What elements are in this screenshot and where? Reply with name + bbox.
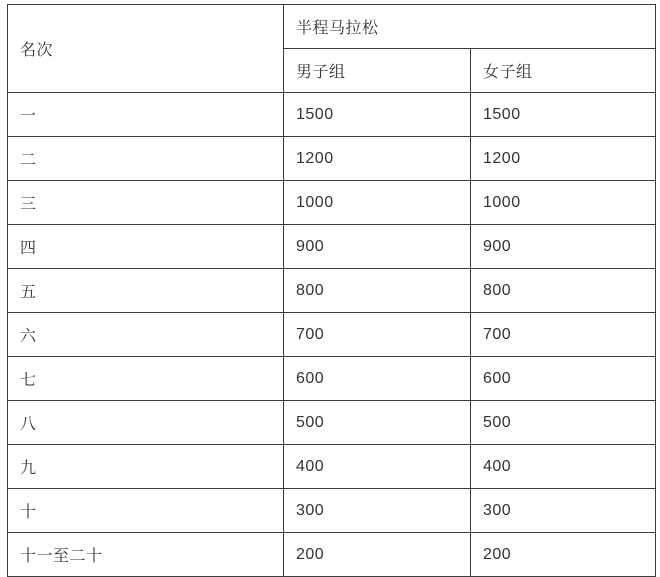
men-value-cell: 800 — [284, 269, 471, 313]
table-row — [8, 269, 656, 313]
men-value-cell: 200 — [284, 533, 471, 577]
table-row — [8, 401, 656, 445]
rank-cell: 七 — [8, 357, 284, 401]
rank-cell: 十 — [8, 489, 284, 533]
women-value-cell: 1500 — [471, 93, 656, 137]
rank-cell: 一 — [8, 93, 284, 137]
women-value-cell: 600 — [471, 357, 656, 401]
women-value-cell: 900 — [471, 225, 656, 269]
table-row — [8, 93, 656, 137]
men-value-cell: 600 — [284, 357, 471, 401]
women-value-cell: 500 — [471, 401, 656, 445]
rank-cell: 六 — [8, 313, 284, 357]
men-value-cell: 900 — [284, 225, 471, 269]
prize-table — [7, 4, 656, 577]
rank-cell: 二 — [8, 137, 284, 181]
men-value-cell: 1200 — [284, 137, 471, 181]
men-value-cell: 1500 — [284, 93, 471, 137]
header-cell-men: 男子组 — [284, 49, 471, 93]
header-row-group — [8, 5, 656, 49]
header-cell-rank: 名次 — [8, 5, 284, 93]
women-value-cell: 700 — [471, 313, 656, 357]
women-value-cell: 200 — [471, 533, 656, 577]
table-row — [8, 489, 656, 533]
table-row — [8, 445, 656, 489]
women-value-cell: 800 — [471, 269, 656, 313]
header-cell-women: 女子组 — [471, 49, 656, 93]
men-value-cell: 700 — [284, 313, 471, 357]
rank-cell: 四 — [8, 225, 284, 269]
women-value-cell: 300 — [471, 489, 656, 533]
men-value-cell: 400 — [284, 445, 471, 489]
women-value-cell: 1200 — [471, 137, 656, 181]
table-row — [8, 181, 656, 225]
women-value-cell: 400 — [471, 445, 656, 489]
rank-cell: 三 — [8, 181, 284, 225]
rank-cell: 九 — [8, 445, 284, 489]
women-value-cell: 1000 — [471, 181, 656, 225]
men-value-cell: 300 — [284, 489, 471, 533]
table-row — [8, 313, 656, 357]
header-cell-group: 半程马拉松 — [284, 5, 656, 49]
table-row — [8, 357, 656, 401]
rank-cell: 十一至二十 — [8, 533, 284, 577]
table-row — [8, 225, 656, 269]
men-value-cell: 500 — [284, 401, 471, 445]
rank-cell: 五 — [8, 269, 284, 313]
rank-cell: 八 — [8, 401, 284, 445]
table-row — [8, 137, 656, 181]
men-value-cell: 1000 — [284, 181, 471, 225]
